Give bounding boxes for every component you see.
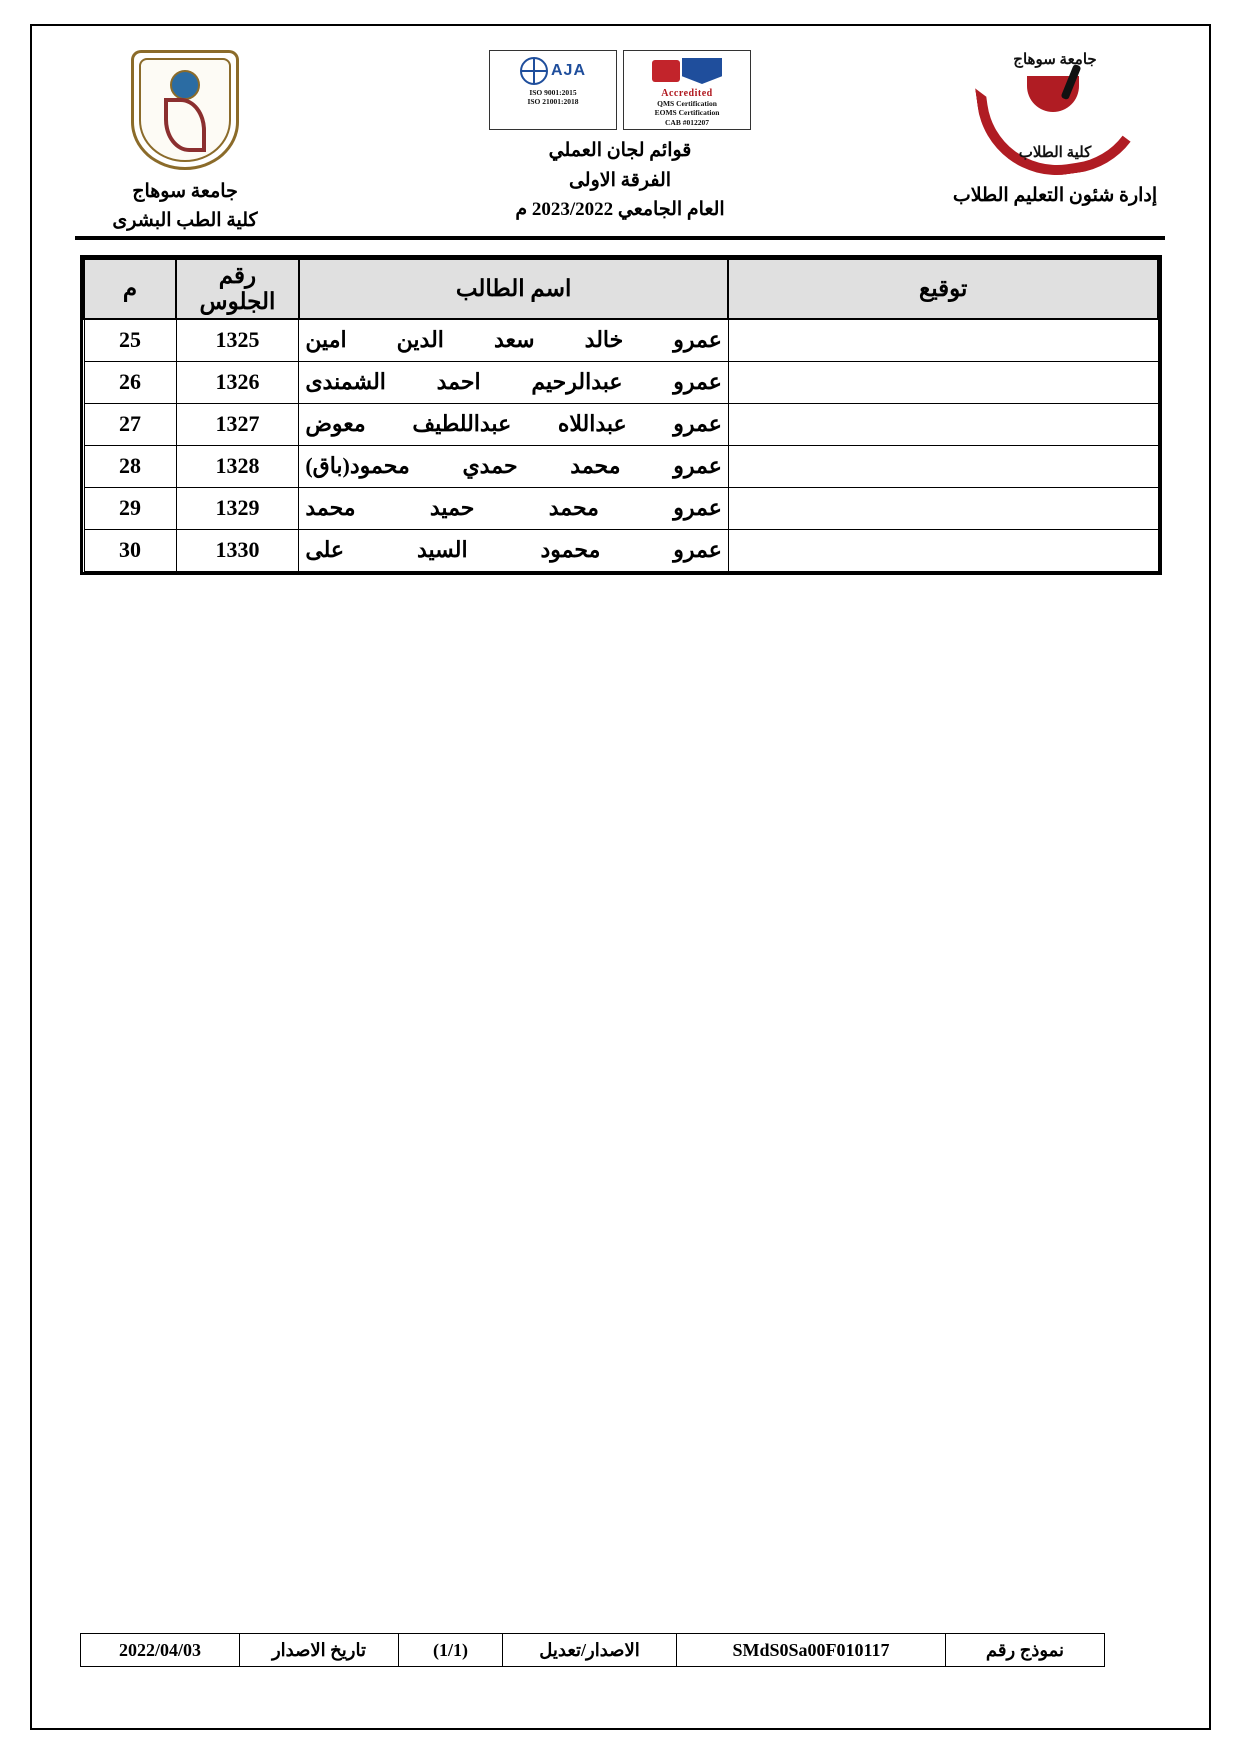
cell-student-name: عمرو عبداللاه عبداللطيف معوض bbox=[299, 403, 729, 445]
table-row bbox=[84, 529, 1158, 571]
cell-signature[interactable] bbox=[728, 361, 1158, 403]
table-row bbox=[84, 445, 1158, 487]
cell-student-name: عمرو عبدالرحيم احمد الشمندى bbox=[299, 361, 729, 403]
university-line-1: جامعة سوهاج bbox=[132, 181, 238, 202]
cell-seat-number: 1325 bbox=[176, 319, 299, 361]
egac-certificate-box bbox=[623, 50, 751, 130]
cell-student-name: عمرو محمد حمدي محمود(باق) bbox=[299, 445, 729, 487]
header-right-block bbox=[60, 50, 310, 235]
cell-signature[interactable] bbox=[728, 445, 1158, 487]
cell-seat-number: 1326 bbox=[176, 361, 299, 403]
cell-index: 28 bbox=[84, 445, 176, 487]
cell-seat-number: 1329 bbox=[176, 487, 299, 529]
cell-seat-number: 1328 bbox=[176, 445, 299, 487]
footer-edition-value: (1/1) bbox=[399, 1634, 503, 1667]
cell-index: 26 bbox=[84, 361, 176, 403]
header-divider bbox=[75, 236, 1165, 240]
cell-signature[interactable] bbox=[728, 319, 1158, 361]
cell-student-name: عمرو خالد سعد الدين امين bbox=[299, 319, 729, 361]
title-line-2: الفرقة الاولى bbox=[568, 169, 672, 191]
document-title bbox=[515, 136, 724, 224]
egac-logo-icon bbox=[626, 54, 748, 88]
cell-signature[interactable] bbox=[728, 403, 1158, 445]
egac-subtitle: QMS Certification EOMS Certification CAB #012207 bbox=[654, 99, 720, 127]
header-left-block bbox=[930, 50, 1180, 207]
university-name bbox=[112, 178, 257, 235]
emblem-bottom-script: كلية الطلاب bbox=[1018, 145, 1092, 161]
egac-title: Accredited bbox=[661, 88, 713, 99]
footer-form-code: SMdS0Sa00F010117 bbox=[677, 1634, 946, 1667]
emblem-top-script: جامعة سوهاج bbox=[1013, 52, 1097, 68]
table-row bbox=[84, 487, 1158, 529]
footer-table bbox=[80, 1633, 1105, 1667]
footer-row bbox=[81, 1634, 1105, 1667]
footer-date-value: 2022/04/03 bbox=[81, 1634, 240, 1667]
table-row bbox=[84, 361, 1158, 403]
footer-date-label: تاريخ الاصدار bbox=[240, 1634, 399, 1667]
university-line-2: كلية الطب البشرى bbox=[112, 209, 258, 231]
title-line-3: العام الجامعي 2023/2022 م bbox=[515, 199, 725, 220]
header-center-block bbox=[340, 50, 900, 224]
cell-signature[interactable] bbox=[728, 529, 1158, 571]
cell-seat-number: 1330 bbox=[176, 529, 299, 571]
cell-student-name: عمرو محمود السيد على bbox=[299, 529, 729, 571]
column-header-seat-number: رقم الجلوس bbox=[176, 259, 299, 319]
table-row bbox=[84, 319, 1158, 361]
column-header-signature: توقيع bbox=[728, 259, 1158, 319]
cell-index: 30 bbox=[84, 529, 176, 571]
sohag-university-medicine-emblem bbox=[131, 50, 239, 170]
faculty-of-pharmacy-emblem bbox=[975, 50, 1135, 170]
aja-certificate-box bbox=[489, 50, 617, 130]
aja-logo-icon bbox=[492, 54, 614, 88]
students-table-body bbox=[84, 319, 1158, 571]
cell-seat-number: 1327 bbox=[176, 403, 299, 445]
document-header bbox=[60, 50, 1180, 235]
aja-subtitle: ISO 9001:2015 ISO 21001:2018 bbox=[527, 88, 579, 107]
footer-edition-label: الاصدار/تعديل bbox=[503, 1634, 677, 1667]
students-table-container bbox=[80, 255, 1162, 575]
footer-form-label: نموذج رقم bbox=[946, 1634, 1105, 1667]
cell-signature[interactable] bbox=[728, 487, 1158, 529]
certification-logos bbox=[489, 50, 751, 130]
column-header-student-name: اسم الطالب bbox=[299, 259, 729, 319]
students-table bbox=[83, 258, 1159, 572]
column-header-index: م bbox=[84, 259, 176, 319]
crest-icon bbox=[170, 70, 200, 100]
cell-index: 29 bbox=[84, 487, 176, 529]
student-affairs-caption: إدارة شئون التعليم الطلاب bbox=[952, 185, 1158, 206]
cell-index: 25 bbox=[84, 319, 176, 361]
document-footer bbox=[118, 1633, 1105, 1667]
title-line-1: قوائم لجان العملي bbox=[548, 140, 692, 162]
table-header-row bbox=[84, 259, 1158, 319]
globe-icon bbox=[520, 57, 548, 85]
aja-letters: AJA bbox=[551, 62, 587, 79]
cell-index: 27 bbox=[84, 403, 176, 445]
cell-student-name: عمرو محمد حميد محمد bbox=[299, 487, 729, 529]
table-row bbox=[84, 403, 1158, 445]
